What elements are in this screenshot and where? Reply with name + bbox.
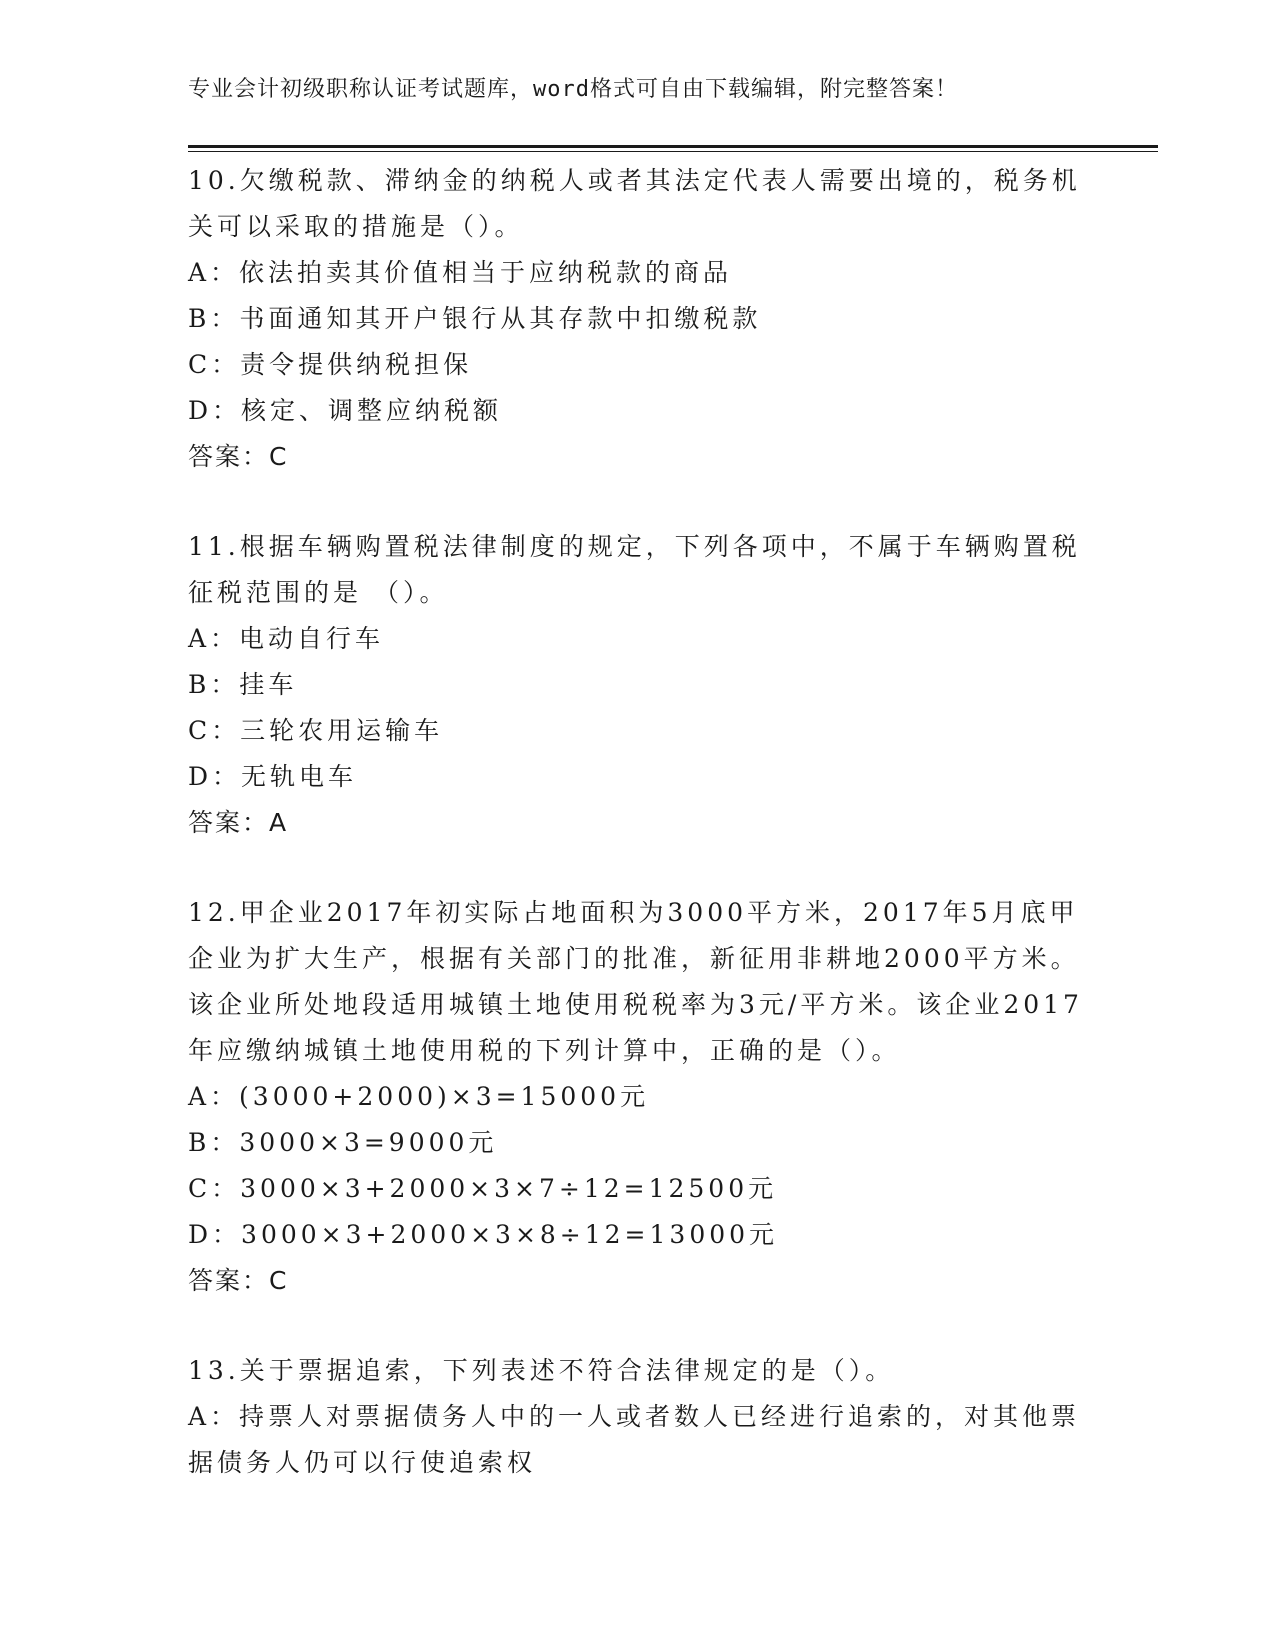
question-13: [188, 1348, 1088, 1486]
option-b: B：3000×3=9000元: [188, 1128, 498, 1157]
question-stem: 11.根据车辆购置税法律制度的规定，下列各项中，不属于车辆购置税征税范围的是 （）。: [188, 532, 1081, 607]
question-stem: 10.欠缴税款、滞纳金的纳税人或者其法定代表人需要出境的，税务机关可以采取的措施是（）。: [188, 166, 1081, 241]
answer-line: 答案：C: [188, 442, 289, 471]
question-11: [188, 524, 1088, 846]
answer-line: 答案：C: [188, 1266, 289, 1295]
header-rule-thin: [188, 151, 1158, 152]
document-header: 专业会计初级职称认证考试题库，word格式可自由下载编辑，附完整答案！: [188, 77, 958, 102]
question-stem: 12.甲企业2017年初实际占地面积为3000平方米，2017年5月底甲企业为扩大生产，根据有关部门的批准，新征用非耕地2000平方米。该企业所处地段适用城镇土地使用税税率为3元/平方米。该企业2017年应缴纳城镇土地使用税的下列计算中，正确的是（）。: [188, 898, 1083, 1065]
option-a: A：依法拍卖其价值相当于应纳税款的商品: [188, 258, 733, 287]
question-10: [188, 158, 1088, 480]
option-d: D：无轨电车: [188, 762, 358, 791]
option-a: A：持票人对票据债务人中的一人或者数人已经进行追索的，对其他票据债务人仍可以行使追索权: [188, 1402, 1081, 1477]
option-b: B：挂车: [188, 670, 298, 699]
option-d: D：核定、调整应纳税额: [188, 396, 503, 425]
option-b: B：书面通知其开户银行从其存款中扣缴税款: [188, 304, 762, 333]
option-c: C：3000×3+2000×3×7÷12=12500元: [188, 1174, 778, 1203]
option-c: C：三轮农用运输车: [188, 716, 444, 745]
answer-line: 答案：A: [188, 808, 289, 837]
header-rule-thick: [188, 145, 1158, 148]
option-d: D：3000×3+2000×3×8÷12=13000元: [188, 1220, 779, 1249]
option-a: A：(3000+2000)×3=15000元: [188, 1082, 650, 1111]
question-stem: 13.关于票据追索，下列表述不符合法律规定的是（）。: [188, 1356, 895, 1385]
option-c: C：责令提供纳税担保: [188, 350, 473, 379]
option-a: A：电动自行车: [188, 624, 385, 653]
question-12: [188, 890, 1088, 1304]
question-list: [188, 158, 1088, 1530]
